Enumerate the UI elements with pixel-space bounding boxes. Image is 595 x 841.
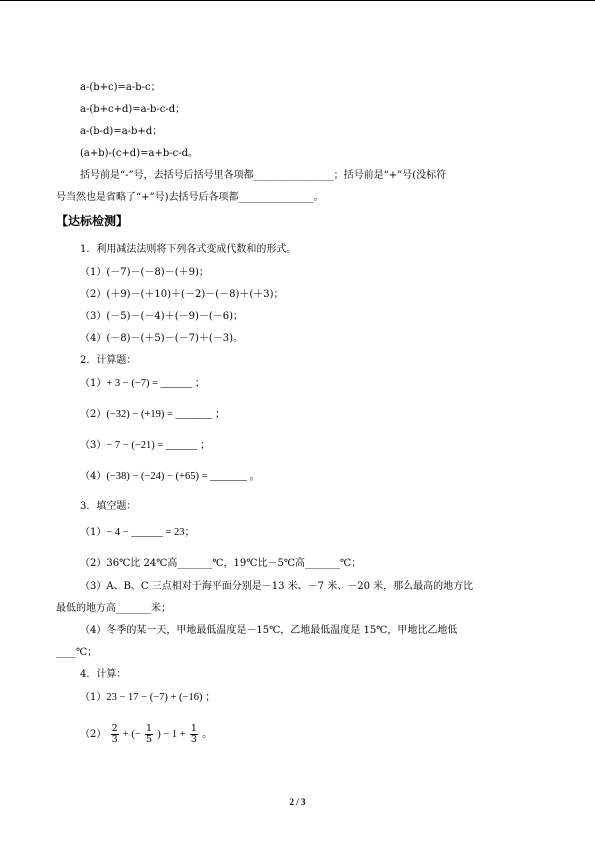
q4-item-1-label: （1） <box>80 692 107 703</box>
operator-2: ) − 1 + <box>157 729 186 740</box>
top-rule <box>0 0 595 1</box>
q2-item-2 <box>80 408 225 422</box>
q3-item-2: （2）36℃比 24℃高_______℃，19℃比－5℃高_______℃； <box>80 558 362 569</box>
q3-item-4-line-2: ____℃； <box>56 647 98 658</box>
q2-item-4 <box>80 470 260 484</box>
q4-item-1 <box>80 691 216 705</box>
formula-line-2: a-(b+c+d)=a-b-c-d； <box>80 104 186 115</box>
q4-item-1-expr: 23 − 17 − (−7) + (−16) ； <box>106 692 216 703</box>
rule-text-line-2: 号当然也是省略了“+”号)去括号后各项都_______________。 <box>56 192 324 203</box>
q2-item-3 <box>80 439 211 453</box>
operator-1: + (− <box>122 729 141 740</box>
q2-item-3-expr: − 7 − (−21) = ______ ； <box>106 440 211 451</box>
section-title: 【达标检测】 <box>56 214 129 228</box>
fraction-1-3 <box>190 724 198 745</box>
fraction-numerator: 1 <box>145 723 152 734</box>
q3-title: 3．填空题： <box>80 501 137 512</box>
q2-item-2-expr: (−32) − (+19) = _______ ； <box>106 409 226 420</box>
q2-item-3-label: （3） <box>80 440 107 451</box>
q3-item-1-label: （1） <box>80 527 107 538</box>
period: 。 <box>202 729 213 740</box>
q2-item-1 <box>80 377 205 391</box>
q3-item-3-line-1: （3）A、B、C 三点相对于海平面分别是－13 米、－7 米、－20 米，那么最高的地方比 <box>80 581 474 592</box>
q1-item-3: （3）(－5)－(－4)＋(－9)－(－6)； <box>80 311 244 322</box>
fraction-numerator: 2 <box>111 723 118 734</box>
fraction-denominator: 3 <box>190 734 197 745</box>
formula-line-3: a-(b-d)=a-b+d； <box>80 126 163 137</box>
q1-item-1: （1）(－7)－(－8)－(＋9)； <box>80 267 209 278</box>
q3-item-1 <box>80 526 195 540</box>
page-number: 2 / 3 <box>289 797 306 807</box>
q1-item-2: （2）(＋9)－(＋10)＋(－2)－(－8)＋(＋3)； <box>80 289 284 300</box>
q2-item-1-expr: + 3 − (−7) = ______ ； <box>106 378 206 389</box>
q4-title: 4．计算： <box>80 669 127 680</box>
q2-item-4-label: （4） <box>80 471 107 482</box>
fraction-1-5 <box>145 724 153 745</box>
fraction-2-3 <box>111 724 119 745</box>
q3-item-4-line-1: （4）冬季的某一天，甲地最低温度是－15℃，乙地最低温度是 15℃，甲地比乙地低 <box>80 625 458 636</box>
q4-item-2-label: （2） <box>80 729 107 740</box>
q2-item-2-label: （2） <box>80 409 107 420</box>
rule-text-line-1: 括号前是“-”号，去括号后括号里各项都________________；括号前是“+”号(没标符 <box>80 170 447 181</box>
q1-title: 1．利用减法法则将下列各式变成代数和的形式。 <box>80 244 297 255</box>
q3-item-3-line-2: 最低的地方高_______米； <box>56 603 171 614</box>
q1-item-4: （4）(－8)－(＋5)－(－7)＋(－3)。 <box>80 333 244 344</box>
fraction-denominator: 3 <box>111 734 118 745</box>
q3-item-1-expr: − 4 − ______ = 23； <box>106 527 196 538</box>
fraction-denominator: 5 <box>145 734 152 745</box>
formula-line-1: a-(b+c)=a-b-c； <box>80 82 161 93</box>
formula-line-4: (a+b)-(c+d)=a+b-c-d。 <box>80 148 198 159</box>
q2-item-4-expr: (−38) − (−24) − (+65) = _______ 。 <box>106 471 261 482</box>
q2-item-1-label: （1） <box>80 378 107 389</box>
q2-title: 2．计算题： <box>80 355 137 366</box>
q4-item-2 <box>80 720 212 750</box>
fraction-numerator: 1 <box>190 723 197 734</box>
